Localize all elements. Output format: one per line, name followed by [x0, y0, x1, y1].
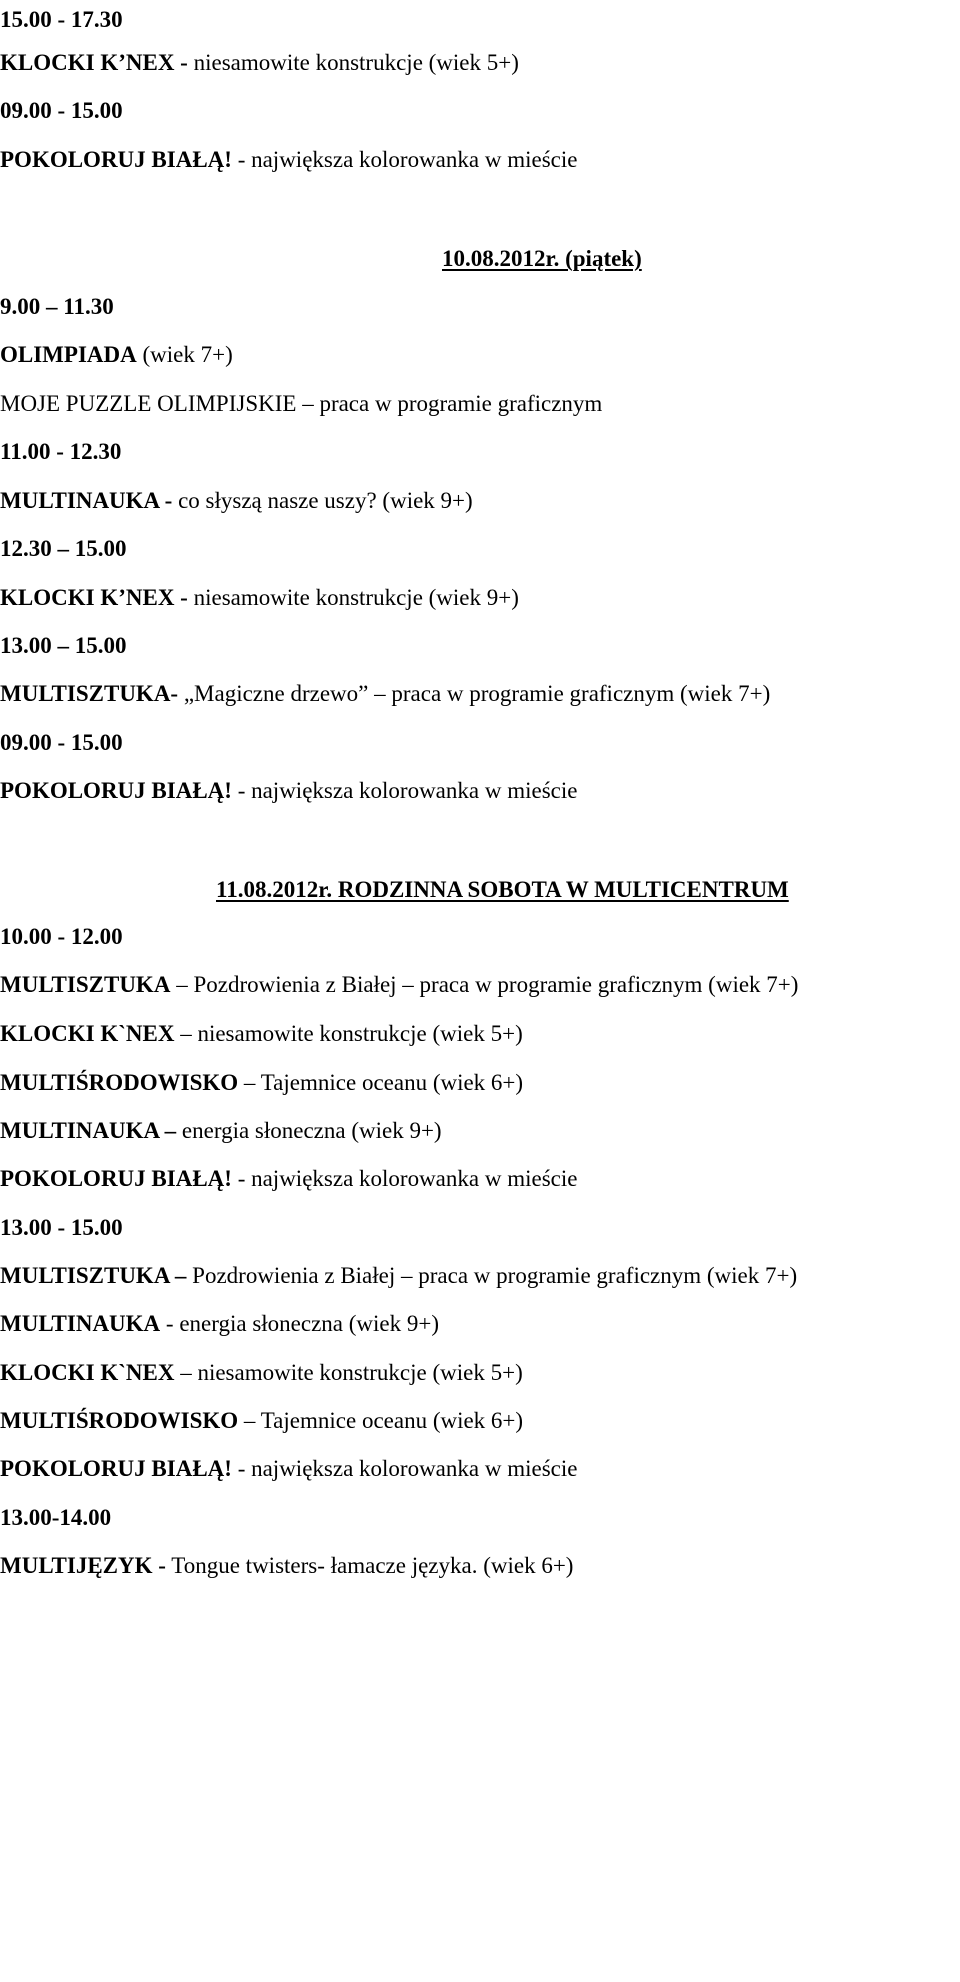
time-slot: 11.00 - 12.30	[0, 439, 122, 464]
activity-title: POKOLORUJ BIAŁĄ!	[0, 147, 232, 172]
day-heading: 10.08.2012r. (piątek)	[442, 246, 642, 271]
activity-entry	[0, 1116, 442, 1146]
activity-description: - największa kolorowanka w mieście	[231, 778, 578, 803]
activity-entry	[0, 145, 577, 175]
activity-entry	[0, 1309, 439, 1339]
activity-description: - największa kolorowanka w mieście	[231, 1166, 578, 1191]
activity-description: MOJE PUZZLE OLIMPIJSKIE – praca w programie graficznym	[0, 391, 603, 416]
activity-description: energia słoneczna (wiek 9+)	[176, 1118, 442, 1143]
activity-description: Pozdrowienia z Białej – praca w programie graficznym (wiek 7+)	[186, 1263, 798, 1288]
activity-title: POKOLORUJ BIAŁĄ!	[0, 1166, 232, 1191]
activity-entry	[0, 1019, 523, 1049]
activity-entry	[0, 340, 233, 370]
activity-title: MULTINAUKA –	[0, 1118, 177, 1143]
activity-description: – niesamowite konstrukcje (wiek 5+)	[174, 1021, 523, 1046]
activity-description: niesamowite konstrukcje (wiek 5+)	[187, 50, 519, 75]
activity-description: – niesamowite konstrukcje (wiek 5+)	[174, 1360, 523, 1385]
time-slot: 13.00-14.00	[0, 1505, 112, 1530]
activity-entry	[0, 48, 519, 78]
time-slot: 9.00 – 11.30	[0, 294, 114, 319]
activity-entry	[0, 776, 577, 806]
activity-title: MULTISZTUKA	[0, 972, 171, 997]
activity-description: (wiek 7+)	[136, 342, 233, 367]
activity-title: KLOCKI K`NEX	[0, 1360, 175, 1385]
activity-title: MULTINAUKA	[0, 1311, 161, 1336]
activity-description: - energia słoneczna (wiek 9+)	[160, 1311, 440, 1336]
activity-description: - największa kolorowanka w mieście	[231, 1456, 578, 1481]
activity-title: KLOCKI K`NEX	[0, 1021, 175, 1046]
activity-entry	[0, 1261, 797, 1291]
activity-description: Tongue twisters- łamacze języka. (wiek 6+)	[165, 1553, 574, 1578]
time-slot: 15.00 - 17.30	[0, 7, 123, 32]
activity-entry	[0, 679, 770, 709]
activity-title: MULTIŚRODOWISKO	[0, 1070, 239, 1095]
activity-description: - największa kolorowanka w mieście	[231, 147, 578, 172]
time-slot: 10.00 - 12.00	[0, 924, 123, 949]
activity-description: – Tajemnice oceanu (wiek 6+)	[238, 1070, 524, 1095]
time-slot: 12.30 – 15.00	[0, 536, 127, 561]
activity-title: MULTINAUKA -	[0, 488, 173, 513]
activity-title: KLOCKI K’NEX -	[0, 50, 188, 75]
activity-description: „Magiczne drzewo” – praca w programie graficznym (wiek 7+)	[178, 681, 771, 706]
activity-title: KLOCKI K’NEX -	[0, 585, 188, 610]
activity-entry	[0, 1164, 577, 1194]
activity-description: – Pozdrowienia z Białej – praca w programie graficznym (wiek 7+)	[170, 972, 799, 997]
activity-description: niesamowite konstrukcje (wiek 9+)	[187, 585, 519, 610]
activity-entry	[0, 1068, 523, 1098]
activity-title: MULTIŚRODOWISKO	[0, 1408, 239, 1433]
activity-title: OLIMPIADA	[0, 342, 137, 367]
activity-entry	[0, 1454, 577, 1484]
activity-entry	[0, 1406, 523, 1436]
activity-entry	[0, 1551, 573, 1581]
time-slot: 13.00 – 15.00	[0, 633, 127, 658]
activity-entry	[0, 970, 798, 1000]
activity-entry	[0, 486, 473, 516]
activity-title: MULTISZTUKA –	[0, 1263, 187, 1288]
activity-entry	[0, 583, 519, 613]
day-heading: 11.08.2012r. RODZINNA SOBOTA W MULTICENTRUM	[216, 877, 789, 902]
activity-entry	[0, 1358, 523, 1388]
activity-title: POKOLORUJ BIAŁĄ!	[0, 778, 232, 803]
activity-description: – Tajemnice oceanu (wiek 6+)	[238, 1408, 524, 1433]
activity-entry	[0, 389, 602, 419]
activity-description: co słyszą nasze uszy? (wiek 9+)	[172, 488, 473, 513]
time-slot: 09.00 - 15.00	[0, 730, 123, 755]
time-slot: 13.00 - 15.00	[0, 1215, 123, 1240]
activity-title: MULTISZTUKA-	[0, 681, 179, 706]
activity-title: MULTIJĘZYK -	[0, 1553, 166, 1578]
activity-title: POKOLORUJ BIAŁĄ!	[0, 1456, 232, 1481]
time-slot: 09.00 - 15.00	[0, 98, 123, 123]
